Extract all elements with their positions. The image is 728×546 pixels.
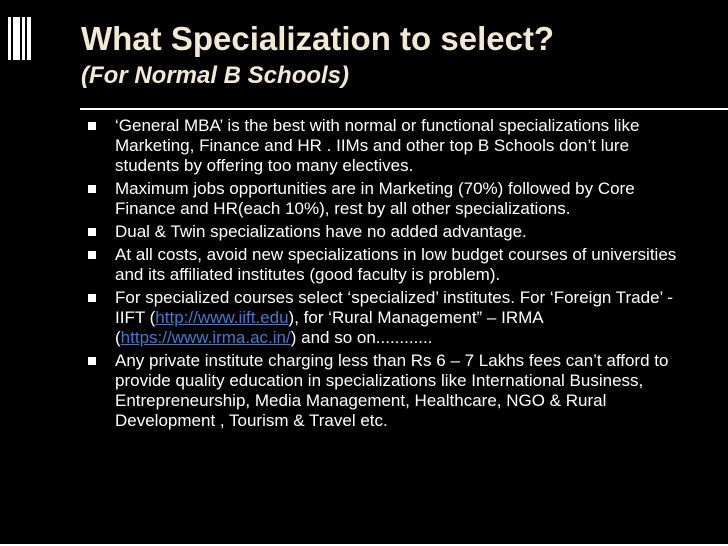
bullet-text-part: ), for ‘Rural Management” – IRMA ( (115, 308, 543, 347)
title-divider (80, 108, 728, 110)
bullet-item (88, 351, 690, 431)
bullet-square-icon (88, 357, 96, 365)
bullet-list (88, 116, 690, 434)
bullet-text: Maximum jobs opportunities are in Marketing (70%) followed by Core Finance and HR(each 10%), rest by all other specializations. (115, 179, 635, 218)
bullet-text: Dual & Twin specializations have no added advantage. (115, 222, 527, 241)
bullet-square-icon (88, 228, 96, 236)
bullet-square-icon (88, 122, 96, 130)
decorative-bar (13, 17, 20, 60)
bullet-text-part: For specialized courses select ‘specialized’ institutes. For ‘Foreign Trade’ - IIFT ( (115, 288, 674, 327)
decorative-bar (27, 17, 31, 60)
bullet-text: ‘General MBA’ is the best with normal or functional specializations like Marketing, Finance and HR . IIMs and other top B Schools don’t lure students by offering too many electives. (115, 116, 640, 175)
slide-subtitle: (For Normal B Schools) (81, 62, 350, 89)
bullet-square-icon (88, 185, 96, 193)
bullet-text: At all costs, avoid new specializations in low budget courses of universities and its affiliated institutes (good faculty is problem). (115, 245, 677, 284)
bullet-item (88, 116, 690, 176)
decorative-bar (8, 17, 11, 60)
bullet-text (115, 288, 673, 347)
iift-link[interactable]: http://www.iift.edu (155, 308, 289, 327)
bullet-square-icon (88, 294, 96, 302)
bullet-item (88, 222, 690, 242)
bullet-item (88, 288, 690, 348)
bullet-text-part: ) and so on............ (290, 328, 433, 347)
bullet-square-icon (88, 251, 96, 259)
bullet-text: Any private institute charging less than Rs 6 – 7 Lakhs fees can’t afford to provide quality education in specializations like International Business, Entrepreneurship, Media Management, Healthcare, NGO & Rural Development , Tourism & Travel etc. (115, 351, 669, 430)
bullet-item (88, 179, 690, 219)
bullet-item (88, 245, 690, 285)
slide-title: What Specialization to select? (81, 20, 555, 57)
decorative-bar (22, 17, 25, 60)
irma-link[interactable]: https://www.irma.ac.in/ (120, 328, 291, 347)
